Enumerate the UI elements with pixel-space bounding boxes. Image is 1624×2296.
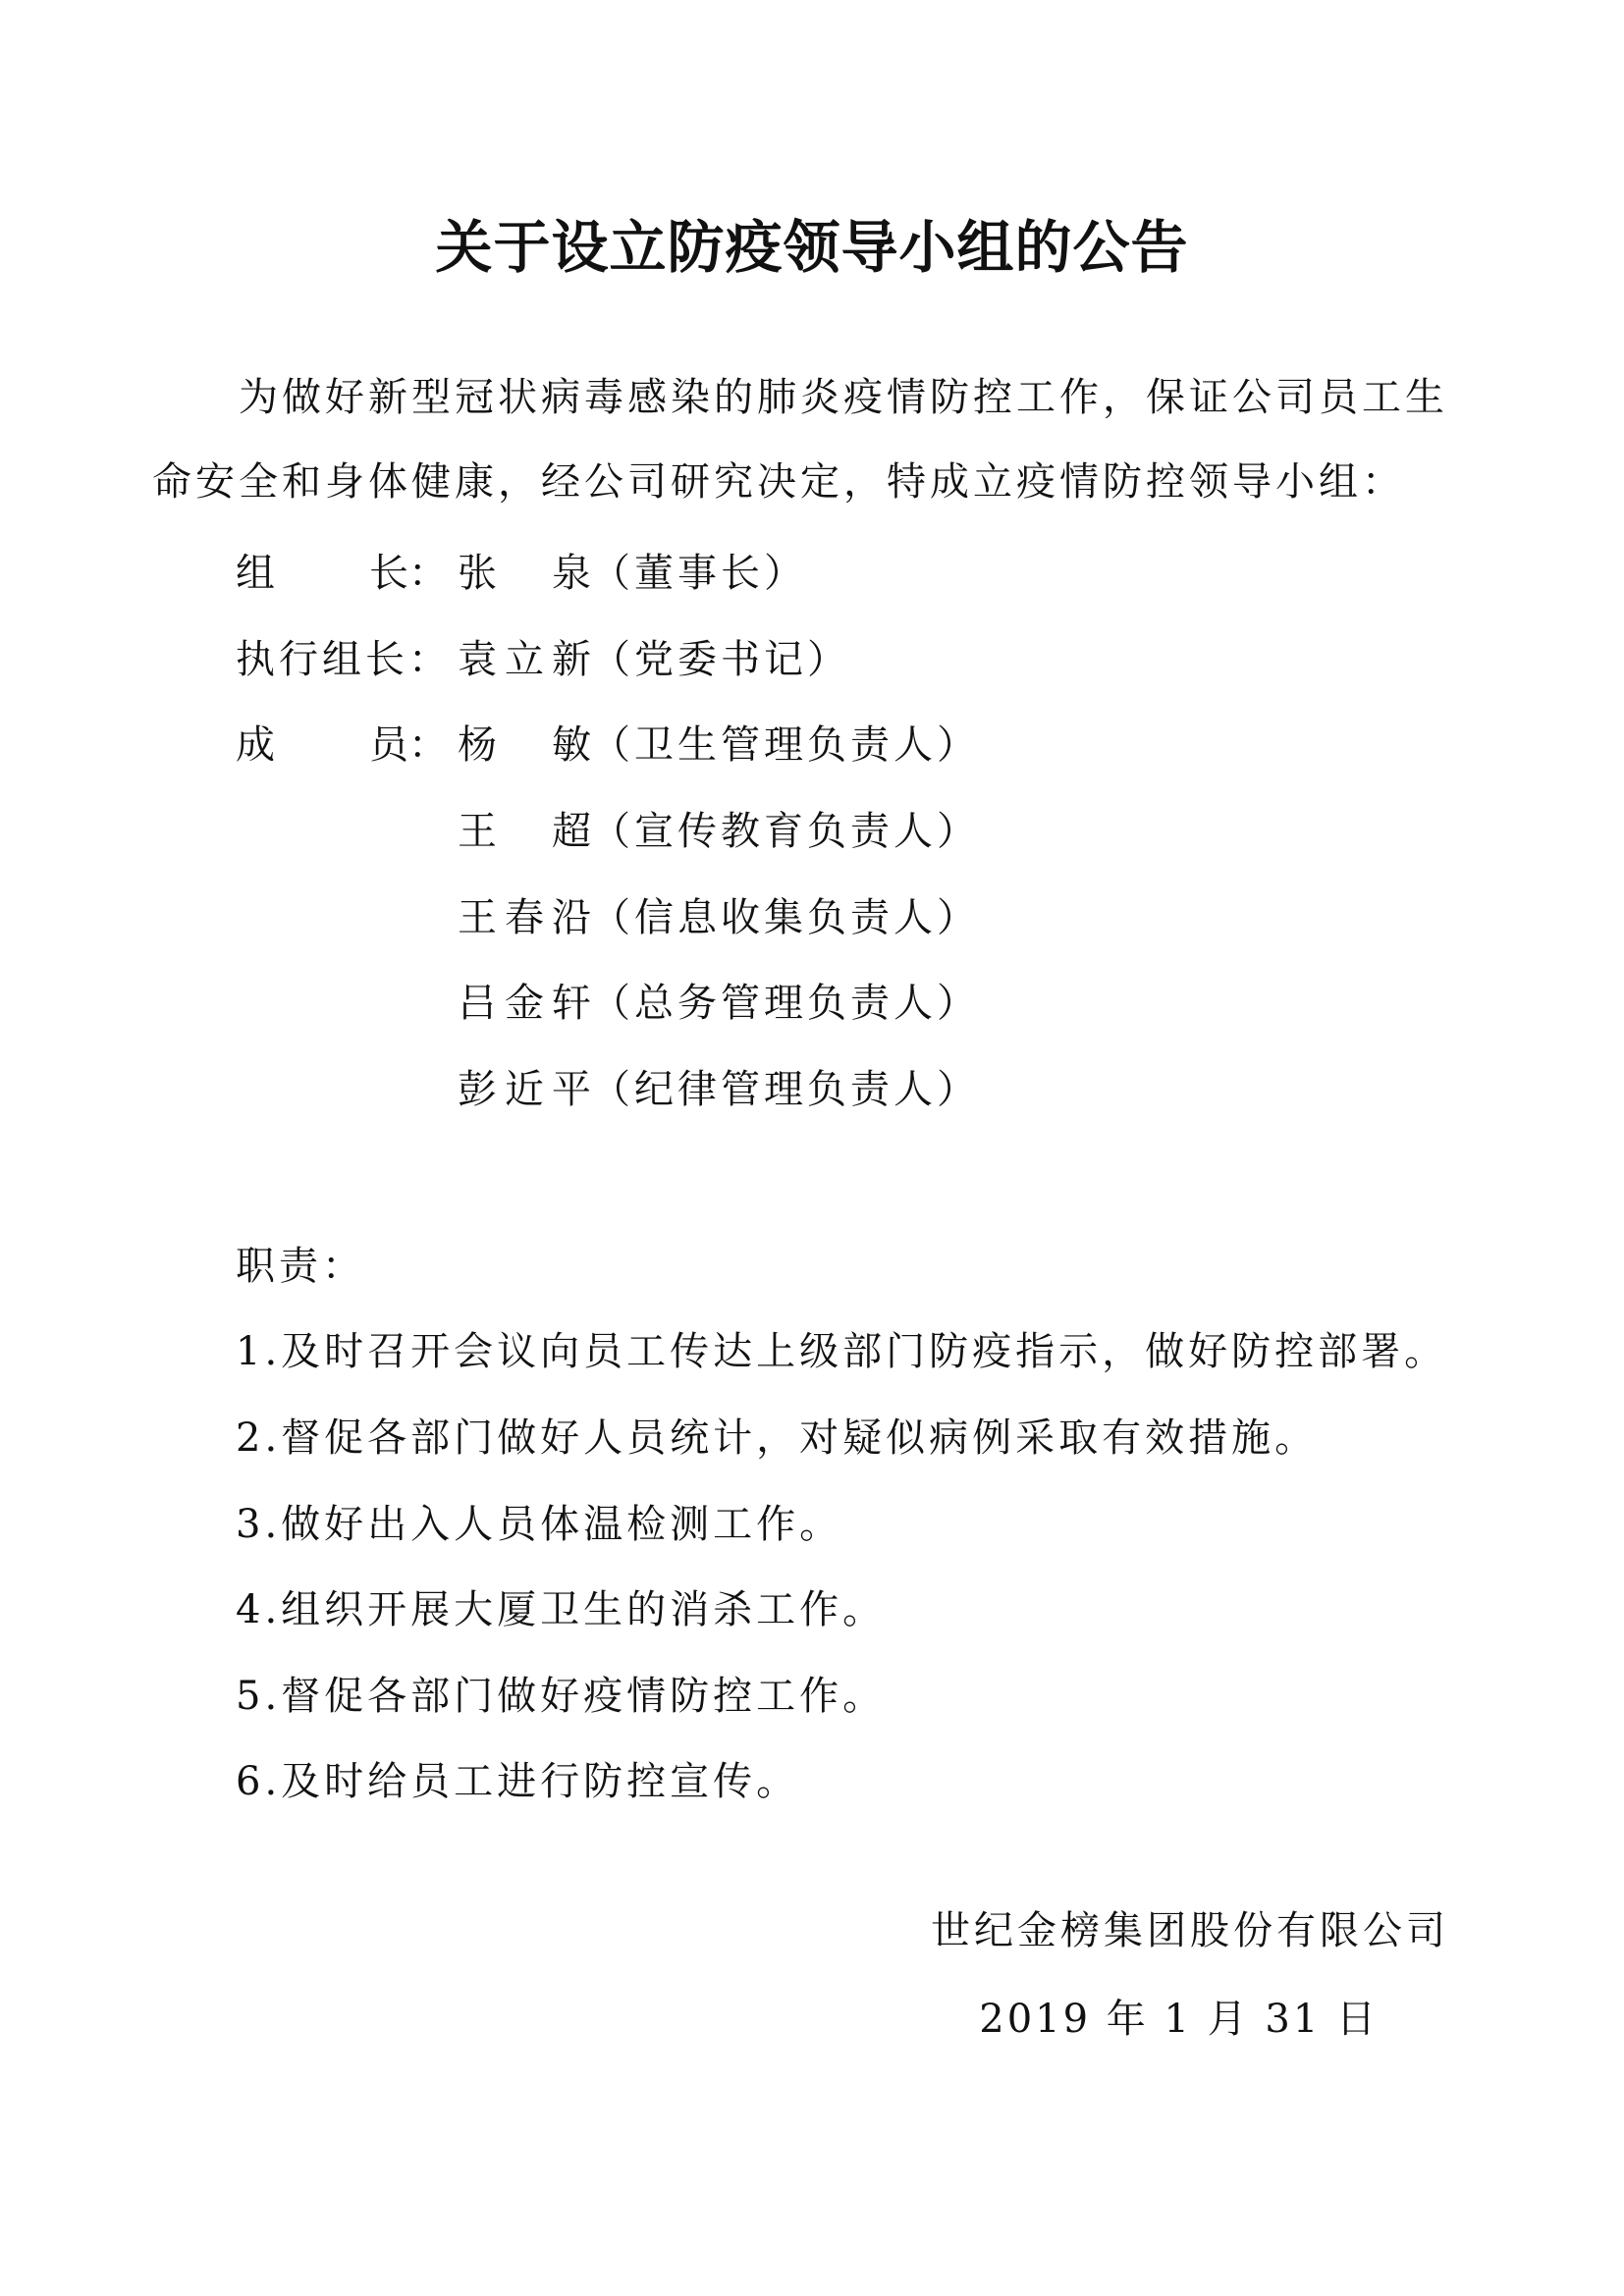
leader-label-part-a: 组: [236, 551, 275, 596]
duty-item: 3.做好出入人员体温检测工作。: [236, 1502, 843, 1547]
member-name: 吕金轩: [458, 981, 591, 1026]
leader-label: [236, 542, 448, 598]
duty-item: 2.督促各部门做好人员统计，对疑似病例采取有效措施。: [236, 1415, 1319, 1461]
member-name: 王 超: [458, 809, 591, 854]
member-entry: [458, 714, 980, 770]
leader-label-part-b: 长：: [369, 551, 448, 596]
member-name: 杨 敏: [458, 722, 591, 768]
leader-name: 张 泉: [458, 551, 591, 596]
member-label: [236, 714, 448, 770]
member-entry: [458, 886, 980, 942]
leader-role: （董事长）: [591, 551, 807, 596]
member-name: 彭近平: [458, 1067, 591, 1112]
member-entry: [458, 972, 980, 1028]
member-label-part-a: 成: [236, 722, 275, 768]
member-entry: [458, 800, 980, 856]
intro-text: 为做好新型冠状病毒感染的肺炎疫情防控工作，保证公司员工生命安全和身体健康，经公司研究决定，特成立疫情防控领导小组：: [152, 375, 1448, 505]
member-role: （宣传教育负责人）: [591, 809, 980, 854]
member-label-part-b: 员：: [369, 722, 448, 768]
exec-entry: [458, 628, 850, 684]
duty-item: 1.及时召开会议向员工传达上级部门防疫指示，做好防控部署。: [236, 1329, 1448, 1374]
member-role: （信息收集负责人）: [591, 895, 980, 940]
document-title: 关于设立防疫领导小组的公告: [435, 214, 1189, 281]
intro-paragraph: [152, 355, 1488, 524]
member-entry: [458, 1058, 980, 1114]
exec-role: （党委书记）: [591, 637, 850, 682]
member-role: （总务管理负责人）: [591, 981, 980, 1026]
issue-date: 2019 年 1 月 31 日: [979, 1997, 1379, 2042]
member-name: 王春沿: [458, 895, 591, 940]
exec-name: 袁立新: [458, 637, 591, 682]
duty-item: 4.组织开展大厦卫生的消杀工作。: [236, 1587, 887, 1632]
company-name: 世纪金榜集团股份有限公司: [931, 1908, 1449, 1953]
duty-item: 6.及时给员工进行防控宣传。: [236, 1759, 800, 1804]
duty-item: 5.督促各部门做好疫情防控工作。: [236, 1674, 887, 1719]
member-role: （卫生管理负责人）: [591, 722, 980, 768]
leader-entry: [458, 542, 807, 598]
member-role: （纪律管理负责人）: [591, 1067, 980, 1112]
duties-heading: 职责：: [236, 1244, 365, 1289]
exec-label: 执行组长：: [236, 637, 452, 682]
